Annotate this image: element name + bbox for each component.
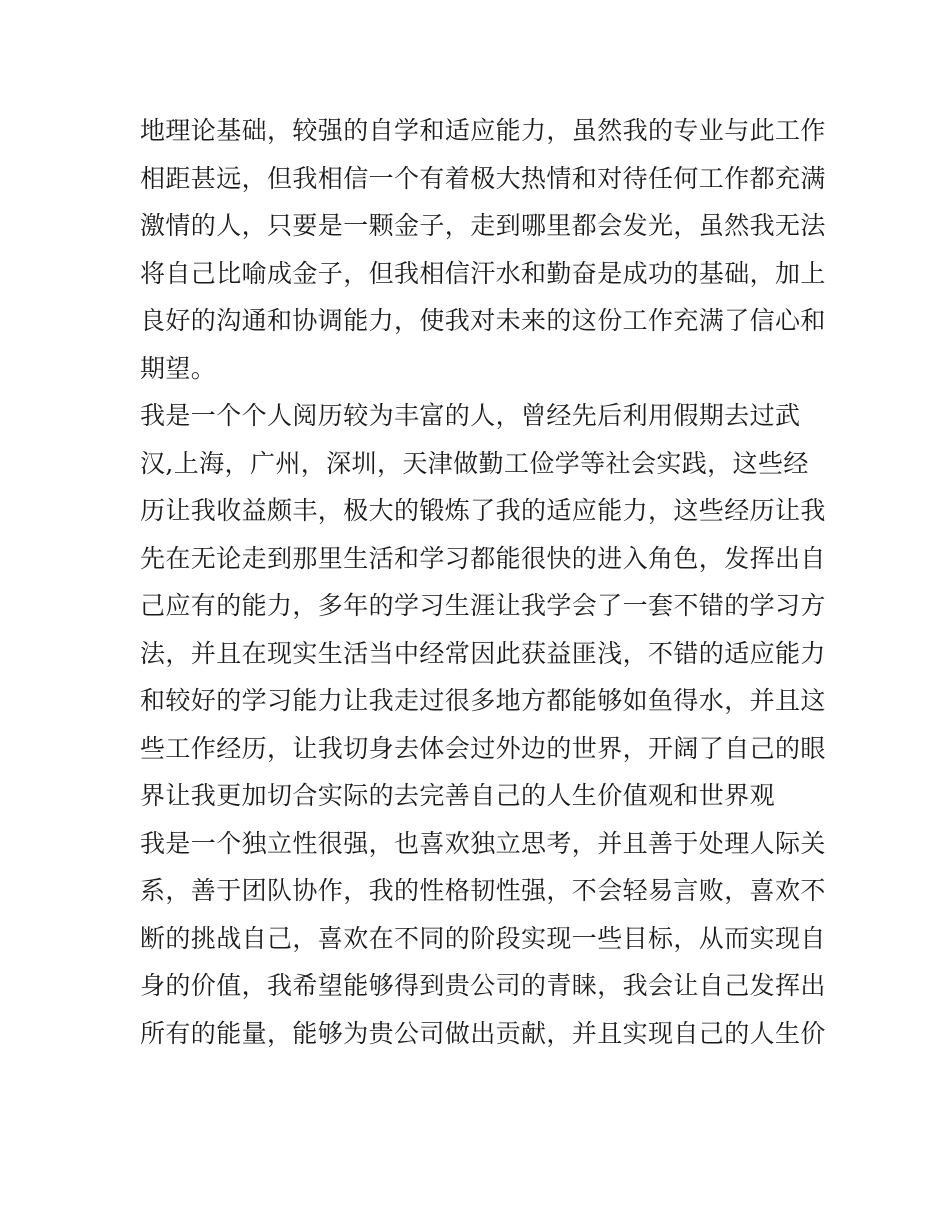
text-line: 己应有的能力，多年的学习生涯让我学会了一套不错的学习方	[140, 591, 826, 620]
text-line: 所有的能量，能够为贵公司做出贡献，并且实现自己的人生价	[140, 1018, 826, 1048]
text-line: 界让我更加切合实际的去完善自己的人生价值观和世界观	[140, 781, 776, 810]
text-line: 和较好的学习能力让我走过很多地方都能够如鱼得水，并且这	[140, 686, 826, 715]
text-line: 汉,上海，广州，深圳，天津做勤工俭学等社会实践，这些经	[140, 448, 809, 478]
text-line: 我是一个个人阅历较为丰富的人，曾经先后利用假期去过武	[140, 401, 801, 430]
paragraph-1	[140, 107, 826, 392]
document-body	[140, 107, 826, 1057]
text-line: 先在无论走到那里生活和学习都能很快的进入角色，发挥出自	[140, 543, 826, 573]
text-line: 法，并且在现实生活当中经常因此获益匪浅，不错的适应能力	[140, 638, 826, 668]
text-line: 相距甚远，但我相信一个有着极大热情和对待任何工作都充满	[140, 163, 826, 193]
text-line: 我是一个独立性很强，也喜欢独立思考，并且善于处理人际关	[140, 828, 826, 858]
paragraph-3	[140, 820, 826, 1058]
text-line: 系，善于团队协作，我的性格韧性强，不会轻易言败，喜欢不	[140, 876, 826, 905]
text-line: 些工作经历，让我切身去体会过外边的世界，开阔了自己的眼	[140, 733, 826, 763]
text-line: 历让我收益颇丰，极大的锻炼了我的适应能力，这些经历让我	[140, 496, 826, 525]
text-line: 期望。	[140, 353, 217, 383]
text-line: 激情的人，只要是一颗金子，走到哪里都会发光，虽然我无法	[140, 211, 826, 240]
text-line: 将自己比喻成金子，但我相信汗水和勤奋是成功的基础，加上	[140, 258, 826, 288]
paragraph-2	[140, 392, 826, 820]
text-line: 断的挑战自己，喜欢在不同的阶段实现一些目标，从而实现自	[140, 923, 826, 953]
text-line: 身的价值，我希望能够得到贵公司的青睐，我会让自己发挥出	[140, 971, 826, 1000]
text-line: 地理论基础，较强的自学和适应能力，虽然我的专业与此工作	[140, 116, 826, 145]
text-line: 良好的沟通和协调能力，使我对未来的这份工作充满了信心和	[140, 306, 826, 335]
